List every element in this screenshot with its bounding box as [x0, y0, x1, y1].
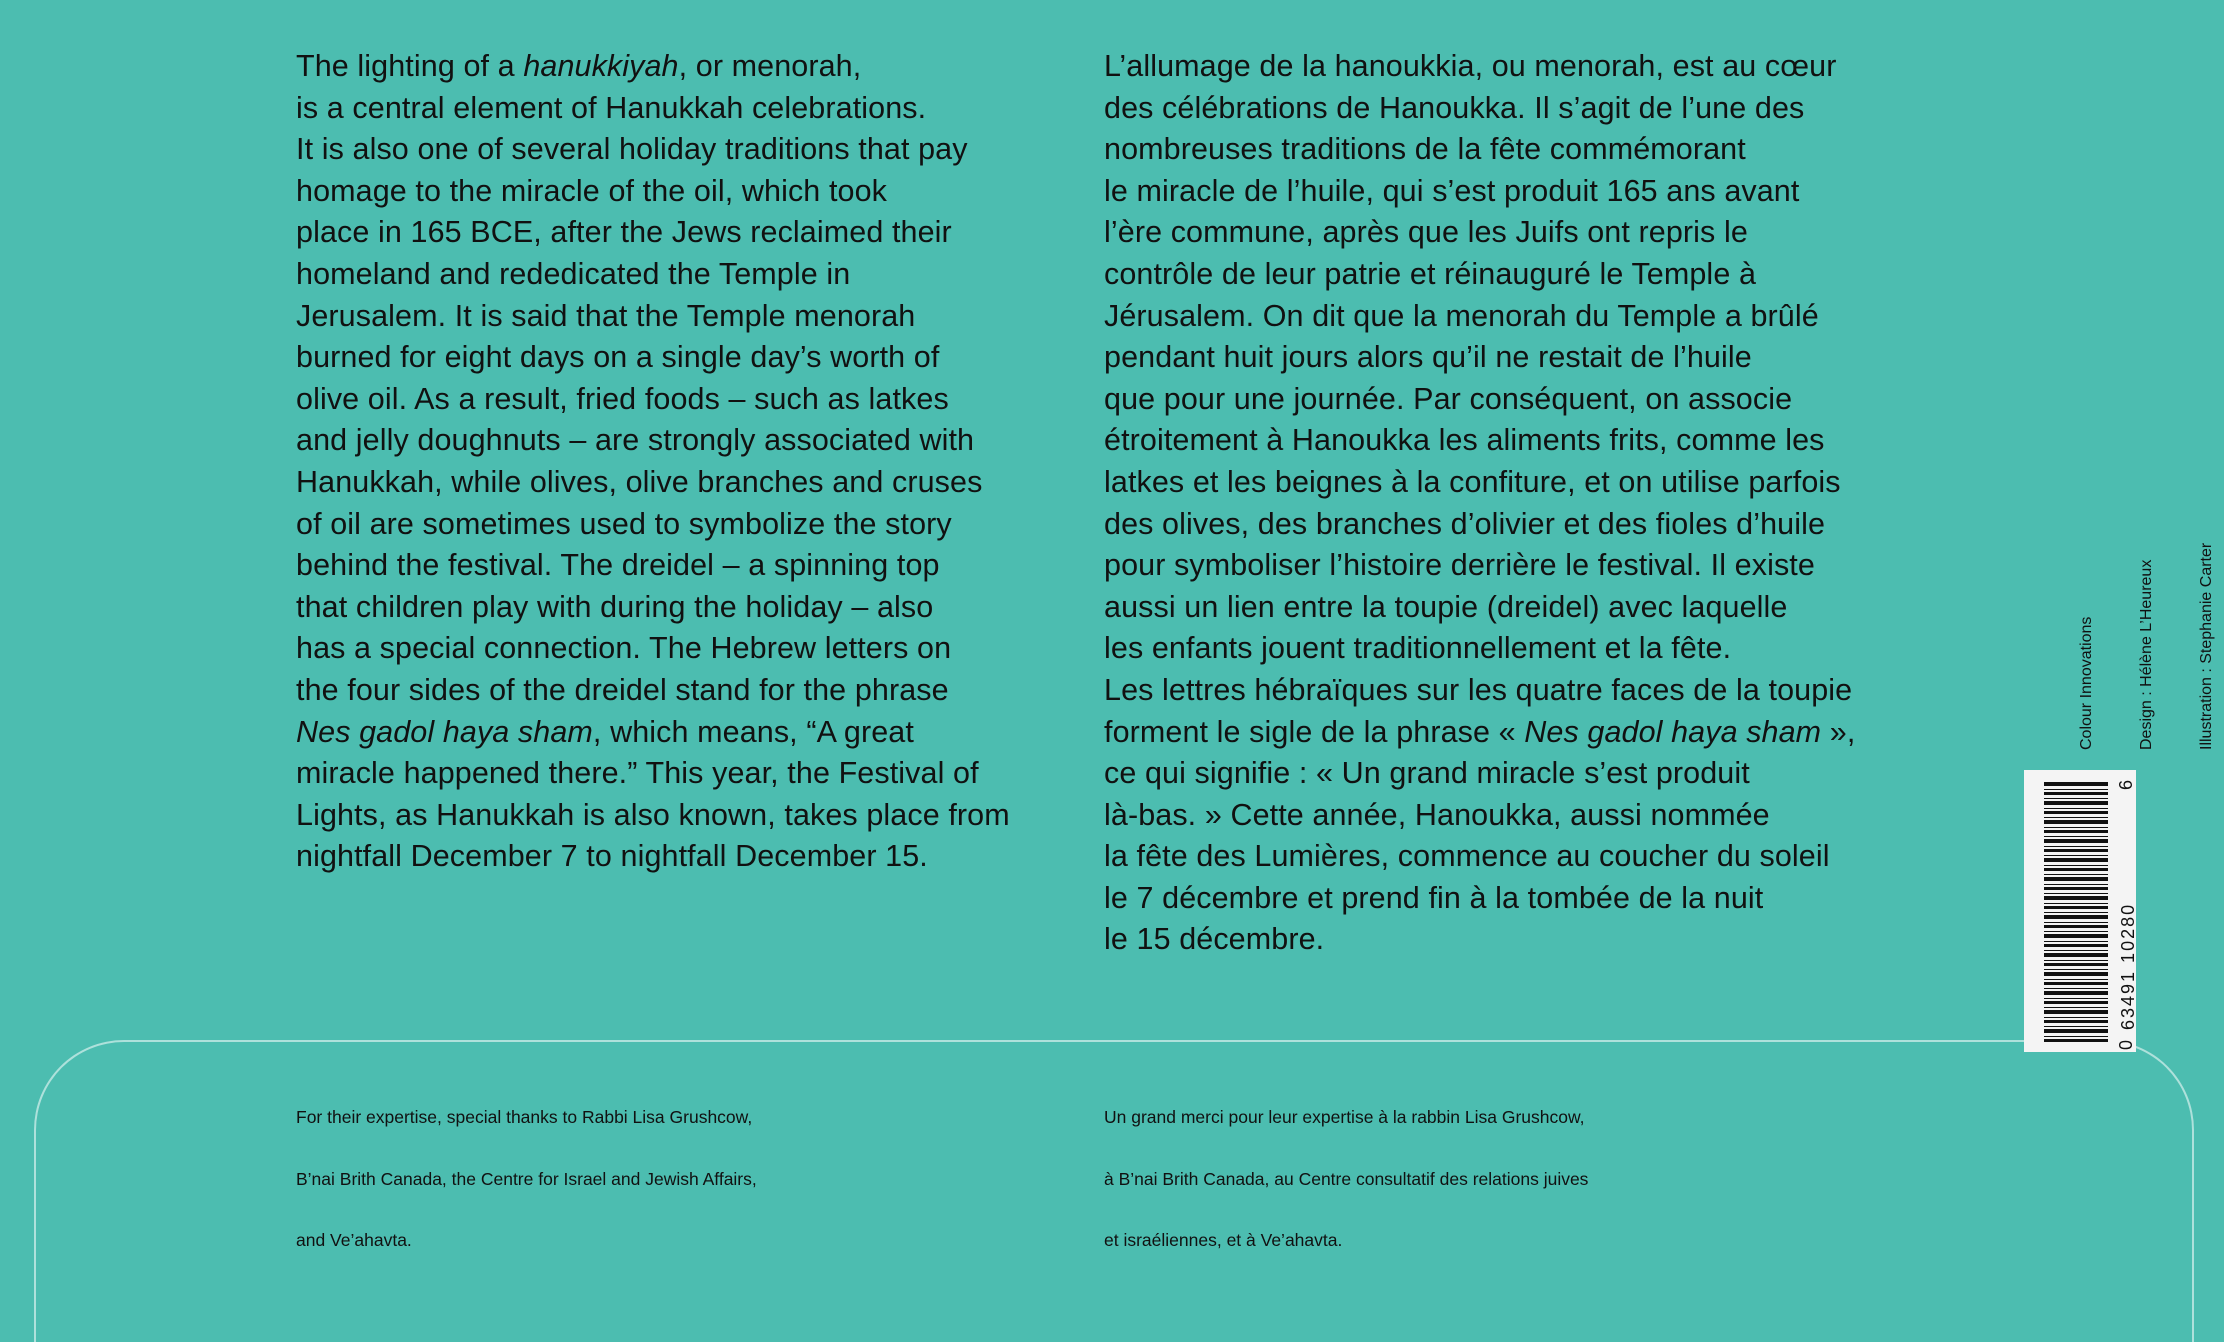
english-text-line-text: of oil are sometimes used to symbolize the story — [296, 506, 952, 541]
french-text-line — [1104, 337, 1855, 379]
french-text-line — [1104, 628, 1855, 670]
english-text-line — [296, 795, 1010, 837]
english-text-line — [296, 712, 1010, 754]
english-text-line — [296, 420, 1010, 462]
french-text-line — [1104, 670, 1855, 712]
french-text-line-text: des olives, des branches d’olivier et des fioles d’huile — [1104, 506, 1826, 541]
french-text-line-text: ce qui signifie : « Un grand miracle s’est produit — [1104, 756, 1750, 791]
french-text-line-text: pendant huit jours alors qu’il ne restait de l’huile — [1104, 340, 1752, 375]
english-text-line — [296, 462, 1010, 504]
english-text-line-text: is a central element of Hanukkah celebrations. — [296, 90, 927, 125]
french-text-line-text: là-bas. » Cette année, Hanoukka, aussi nommée — [1104, 797, 1770, 832]
english-text-line — [296, 337, 1010, 379]
french-text-line-text: », — [1821, 714, 1856, 749]
french-text-line-text: L’allumage de la hanoukkia, ou menorah, est au cœur — [1104, 49, 1837, 83]
thanks-en-line: and Ve’ahavta. — [296, 1230, 412, 1250]
french-text-line-text: la fête des Lumières, commence au coucher du soleil — [1104, 839, 1830, 874]
french-text-line-text: des célébrations de Hanoukka. Il s’agit de l’une des — [1104, 90, 1805, 125]
english-text-line-text: miracle happened there.” This year, the Festival of — [296, 756, 979, 791]
french-text-line-text: aussi un lien entre la toupie (dreidel) avec laquelle — [1104, 589, 1788, 624]
french-text-line-text: le 7 décembre et prend fin à la tombée de la nuit — [1104, 880, 1764, 915]
french-text-line — [1104, 545, 1855, 587]
barcode-bars — [2044, 780, 2108, 1042]
french-text-line — [1104, 420, 1855, 462]
french-text-line — [1104, 753, 1855, 795]
design-credits — [2037, 543, 2224, 750]
french-text-line — [1104, 171, 1855, 213]
french-text-line-text: nombreuses traditions de la fête commémorant — [1104, 132, 1746, 167]
english-text-line-text: olive oil. As a result, fried foods – such as latkes — [296, 381, 949, 416]
french-text-line-text: les enfants jouent traditionnellement et la fête. — [1104, 631, 1732, 666]
english-text-line-text: place in 165 BCE, after the Jews reclaimed their — [296, 215, 952, 250]
thanks-en-line: B’nai Brith Canada, the Centre for Israel and Jewish Affairs, — [296, 1168, 757, 1189]
english-text-line-text: It is also one of several holiday traditions that pay — [296, 132, 968, 167]
english-text-line — [296, 836, 1010, 878]
french-text-line-text: contrôle de leur patrie et réinauguré le Temple à — [1104, 256, 1757, 291]
english-text-line-text: Jerusalem. It is said that the Temple menorah — [296, 298, 916, 333]
french-text-line — [1104, 379, 1855, 421]
credit-design: Design : Hélène L’Heureux — [2138, 559, 2155, 750]
french-text-line-text: l’ère commune, après que les Juifs ont repris le — [1104, 215, 1748, 250]
english-text-line-text: The lighting of a — [296, 49, 524, 83]
english-text-column — [296, 46, 1010, 878]
credit-illustration: Illustration : Stephanie Carter — [2198, 542, 2215, 750]
french-text-line — [1104, 795, 1855, 837]
thanks-fr-line: Un grand merci pour leur expertise à la rabbin Lisa Grushcow, — [1104, 1107, 1585, 1127]
english-text-line-text: and jelly doughnuts – are strongly associated with — [296, 423, 975, 458]
english-text-line-text: that children play with during the holiday – also — [296, 589, 934, 624]
english-text-line-text: behind the festival. The dreidel – a spinning top — [296, 548, 940, 583]
french-text-line — [1104, 504, 1855, 546]
barcode-digits: 63491 10280 — [2118, 902, 2138, 1030]
french-text-line — [1104, 254, 1855, 296]
french-text-line-text: le 15 décembre. — [1104, 922, 1325, 957]
french-text-line-text: étroitement à Hanoukka les aliments frits, comme les — [1104, 423, 1825, 458]
english-text-line — [296, 628, 1010, 670]
english-text-line-italic: Nes gadol haya sham — [296, 714, 593, 749]
barcode-check-digit: 6 — [2116, 779, 2136, 790]
english-text-line — [296, 296, 1010, 338]
french-text-line — [1104, 836, 1855, 878]
french-text-line — [1104, 919, 1855, 961]
english-text-line — [296, 212, 1010, 254]
french-text-line — [1104, 88, 1855, 130]
french-text-line — [1104, 712, 1855, 754]
english-text-line-text: Hanukkah, while olives, olive branches and cruses — [296, 464, 983, 499]
french-text-line-text: Jérusalem. On dit que la menorah du Temple a brûlé — [1104, 298, 1819, 333]
english-text-line — [296, 504, 1010, 546]
english-text-line — [296, 254, 1010, 296]
barcode-first-digit: 0 — [2116, 1039, 2136, 1050]
english-text-line-text: the four sides of the dreidel stand for the phrase — [296, 672, 949, 707]
thanks-english — [296, 1066, 757, 1292]
english-text-line-italic: hanukkiyah — [523, 49, 679, 83]
french-text-line — [1104, 587, 1855, 629]
french-text-line-text: le miracle de l’huile, qui s’est produit 165 ans avant — [1104, 173, 1800, 208]
thanks-fr-line: à B’nai Brith Canada, au Centre consultatif des relations juives — [1104, 1168, 1589, 1189]
english-text-line-text: nightfall December 7 to nightfall December 15. — [296, 839, 928, 874]
english-text-line — [296, 171, 1010, 213]
french-text-line-text: forment le sigle de la phrase « — [1104, 714, 1525, 749]
english-text-line — [296, 129, 1010, 171]
french-text-line-text: latkes et les beignes à la confiture, et on utilise parfois — [1104, 464, 1841, 499]
french-text-line — [1104, 878, 1855, 920]
french-text-line — [1104, 296, 1855, 338]
french-text-line — [1104, 46, 1855, 88]
french-text-line — [1104, 462, 1855, 504]
french-text-line — [1104, 129, 1855, 171]
english-text-line-text: , which means, “A great — [592, 714, 914, 749]
thanks-fr-line: et israéliennes, et à Ve’ahavta. — [1104, 1230, 1343, 1250]
credit-printer: Colour Innovations — [2078, 616, 2095, 750]
english-text-line — [296, 545, 1010, 587]
french-text-line — [1104, 212, 1855, 254]
english-text-line — [296, 587, 1010, 629]
english-text-line — [296, 753, 1010, 795]
english-text-line — [296, 379, 1010, 421]
thanks-french — [1104, 1066, 1588, 1292]
english-text-line — [296, 88, 1010, 130]
french-text-line-text: Les lettres hébraïques sur les quatre faces de la toupie — [1104, 672, 1853, 707]
english-text-line-text: has a special connection. The Hebrew letters on — [296, 631, 952, 666]
english-text-line-text: burned for eight days on a single day’s worth of — [296, 340, 940, 375]
french-text-line-text: pour symboliser l’histoire derrière le festival. Il existe — [1104, 548, 1815, 583]
french-text-line-text: que pour une journée. Par conséquent, on associe — [1104, 381, 1793, 416]
french-text-line-italic: Nes gadol haya sham — [1524, 714, 1822, 749]
thanks-en-line: For their expertise, special thanks to Rabbi Lisa Grushcow, — [296, 1107, 753, 1127]
english-text-line — [296, 46, 1010, 88]
english-text-line-text: , or menorah, — [678, 49, 862, 83]
english-text-line-text: homage to the miracle of the oil, which took — [296, 173, 887, 208]
english-text-line-text: homeland and rededicated the Temple in — [296, 256, 851, 291]
english-text-line — [296, 670, 1010, 712]
french-text-column — [1104, 46, 1855, 961]
english-text-line-text: Lights, as Hanukkah is also known, takes place from — [296, 797, 1010, 832]
